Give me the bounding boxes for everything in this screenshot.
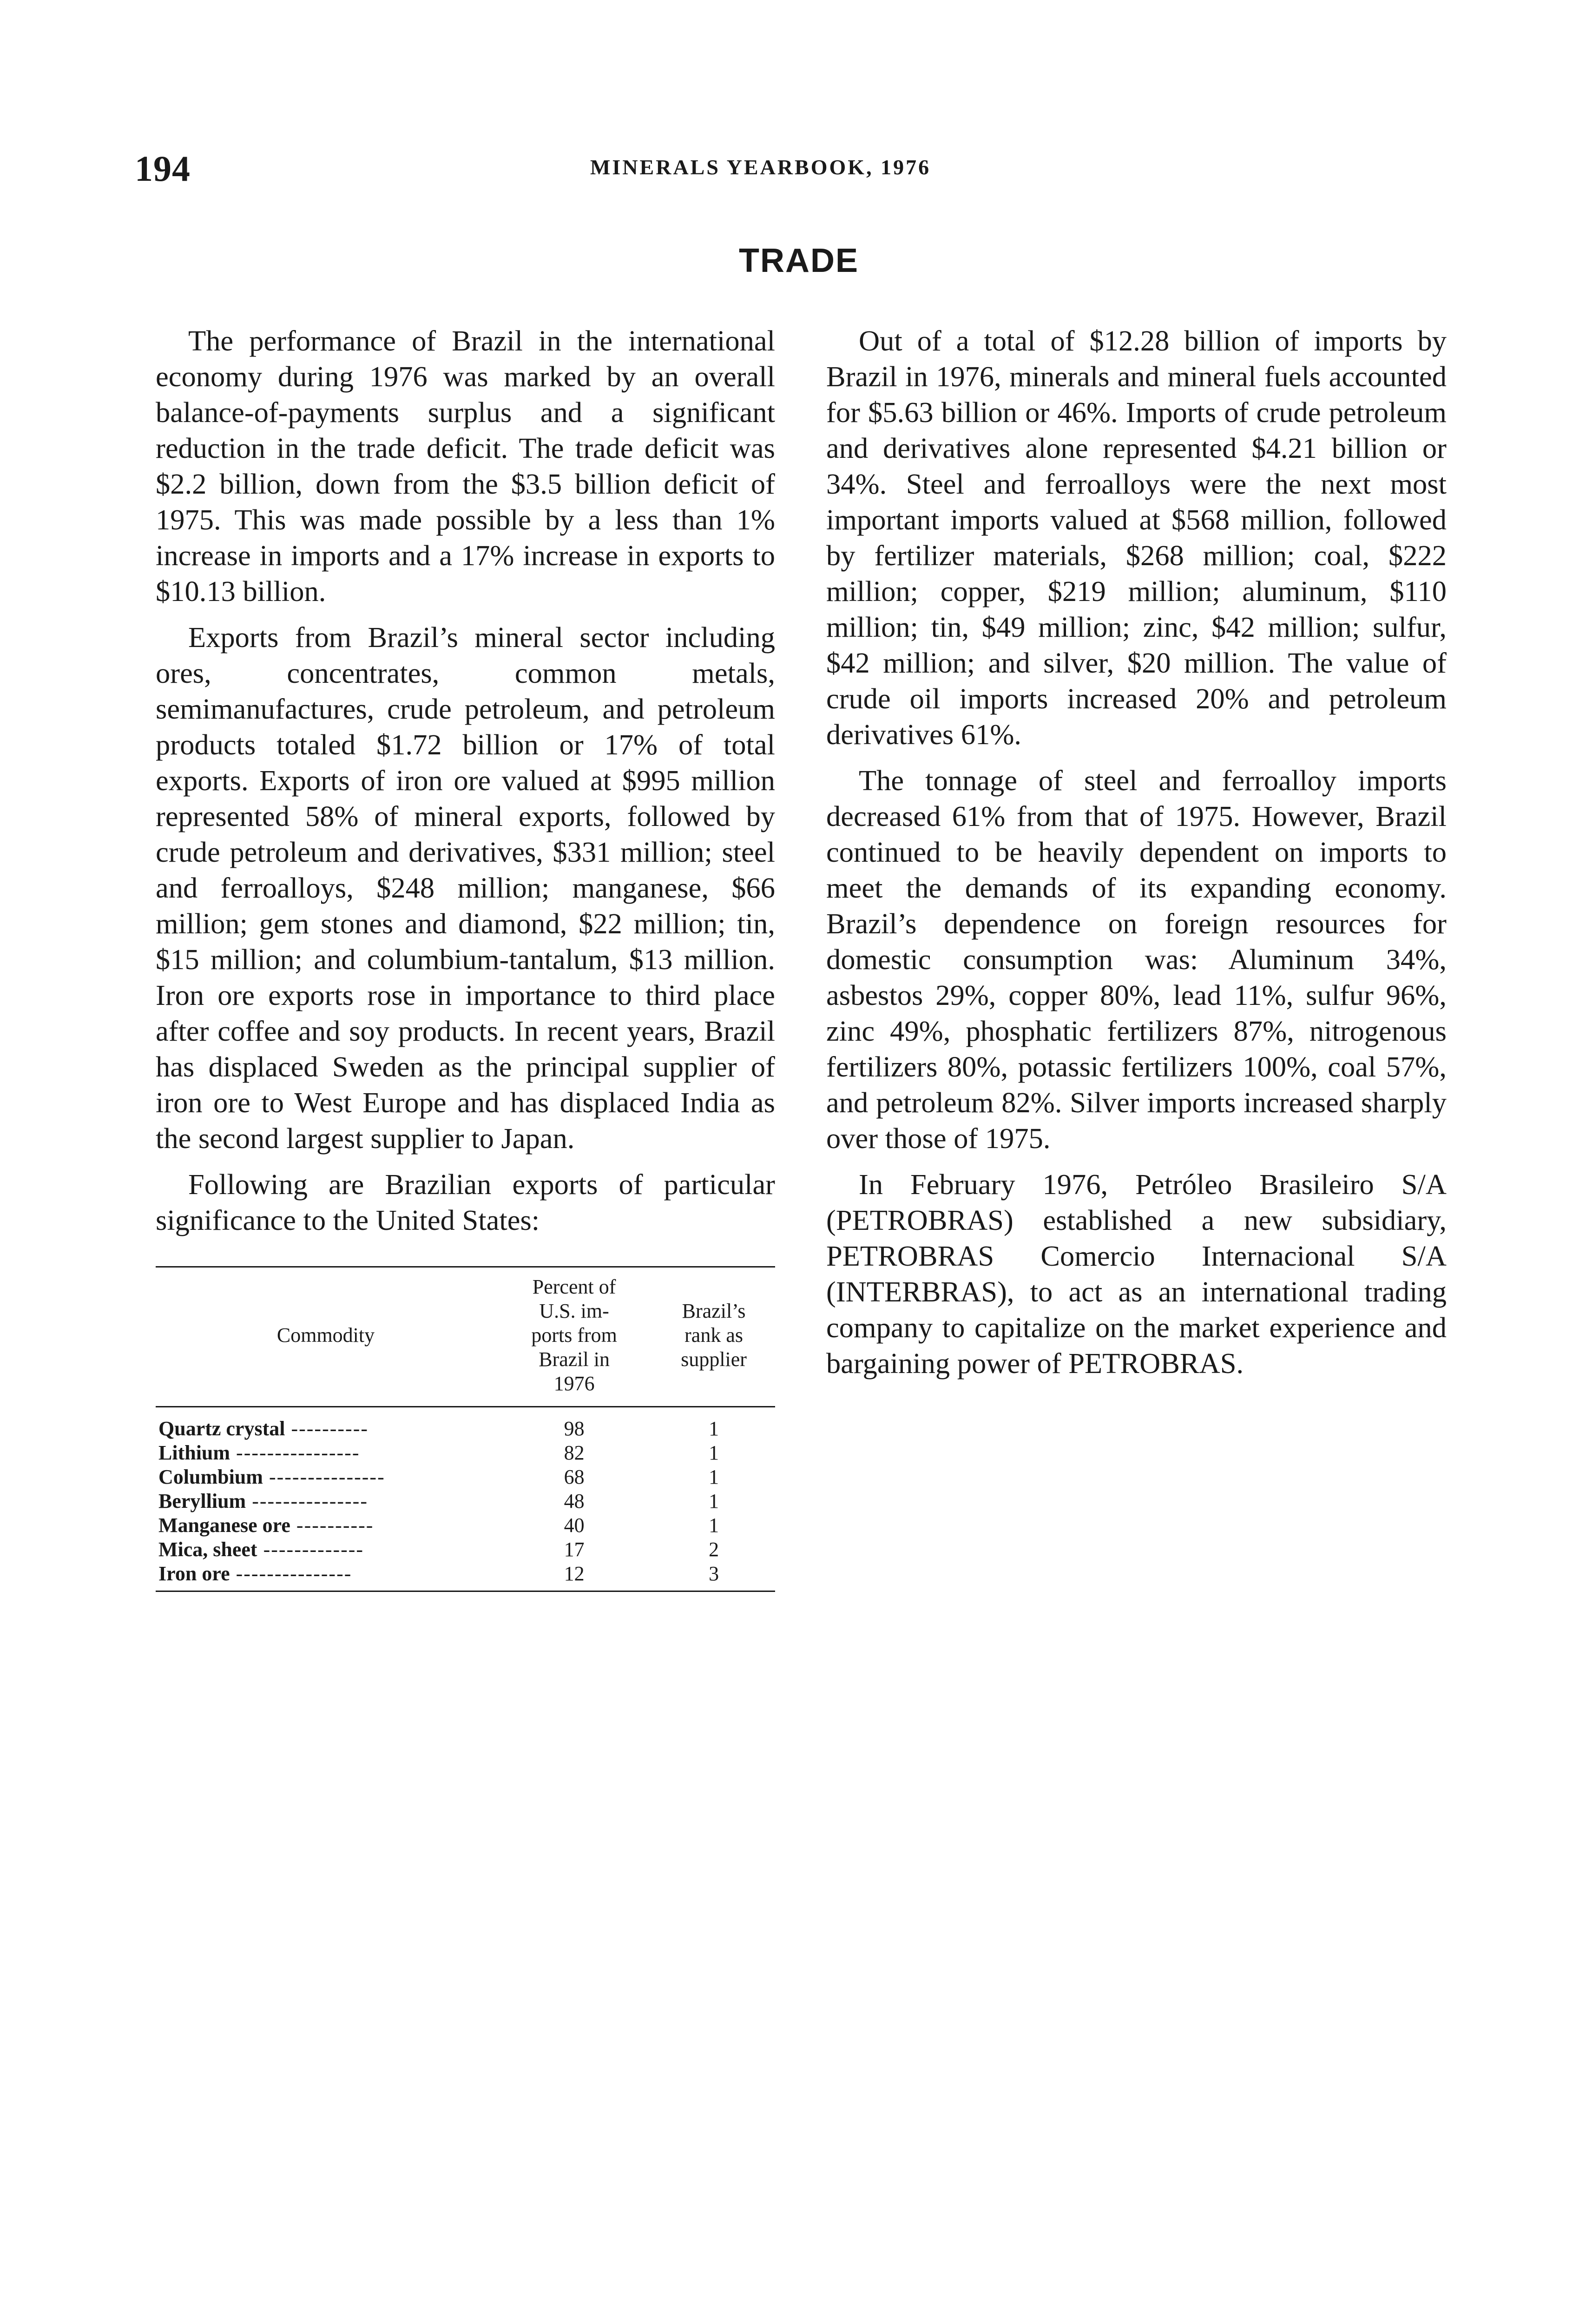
row-commodity: Columbium [158,1466,263,1488]
header-commodity: Commodity [156,1267,496,1407]
row-percent: 40 [564,1514,585,1537]
row-rank: 3 [652,1562,775,1591]
row-percent: 68 [564,1466,585,1488]
row-rank: 1 [709,1514,719,1537]
paragraph-interbras: In February 1976, Petróleo Brasileiro S/A (PETROBRAS) established a new subsidiary, PETROBRAS Comercio Internacional S/A (INTERBRAS), to act as an international trading company to capitalize on the market experience and bargaining power of PETROBRAS. [826,1168,1447,1380]
table-row [156,1562,775,1591]
exports-table [156,1266,775,1592]
table-row [156,1513,775,1538]
section-title: TRADE [739,242,859,279]
row-rank: 1 [709,1490,719,1512]
row-rank: 1 [709,1466,719,1488]
row-percent: 48 [564,1490,585,1512]
row-commodity: Lithium [158,1441,230,1464]
right-column [826,323,1447,1392]
dot-leader: --------------- [246,1490,368,1512]
row-percent: 12 [496,1562,652,1591]
left-column [156,323,775,1592]
row-percent: 17 [564,1538,585,1561]
paragraph-import-dependence: The tonnage of steel and ferroalloy imports decreased 61% from that of 1975. However, Brazil continued to be heavily dependent on imports to meet the demands of its expanding economy. Brazil’s dependence on foreign resources for domestic consumption was: Aluminum 34%, asbestos 29%, copper 80%, lead 11%, sulfur 96%, zinc 49%, phosphatic fertilizers 87%, nitrogenous fertilizers 80%, potassic fertilizers 100%, coal 57%, and petroleum 82%. Silver imports increased sharply over those of 1975. [826,764,1447,1155]
row-percent: 98 [564,1417,585,1440]
paragraph-table-intro: Following are Brazilian exports of particular significance to the United States: [156,1168,775,1236]
paragraph-mineral-exports: Exports from Brazil’s mineral sector including ores, concentrates, common metals, semimanufactures, crude petroleum, and petroleum products totaled $1.72 billion or 17% of total exports. Exports of iron ore valued at $995 million represented 58% of mineral exports, followed by crude petroleum and derivatives, $331 million; steel and ferroalloys, $248 million; manganese, $66 million; gem stones and diamond, $22 million; tin, $15 million; and columbium-tantalum, $13 million. Iron ore exports rose in importance to third place after coffee and soy products. In recent years, Brazil has displaced Sweden as the principal supplier of iron ore to West Europe and has displaced India as the second largest supplier to Japan. [156,621,775,1155]
header-rank: Brazil’s rank as supplier [652,1267,775,1407]
row-commodity: Iron ore [158,1562,230,1585]
dot-leader: ---------- [285,1417,368,1440]
row-commodity: Beryllium [158,1490,246,1512]
table-row [156,1407,775,1441]
dot-leader: --------------- [230,1562,352,1585]
paragraph-trade-performance: The performance of Brazil in the international economy during 1976 was marked by an overall balance-of-payments surplus and a significant reduction in the trade deficit. The trade deficit was $2.2 billion, down from the $3.5 billion deficit of 1975. This was made possible by a less than 1% increase in imports and a 17% increase in exports to $10.13 billion. [156,324,775,607]
row-commodity: Mica, sheet [158,1538,257,1561]
dot-leader: ------------- [257,1538,364,1561]
paragraph-imports: Out of a total of $12.28 billion of imports by Brazil in 1976, minerals and mineral fuels accounted for $5.63 billion or 46%. Imports of crude petroleum and derivatives alone represented $4.21 billion or 34%. Steel and ferroalloys were the next most important imports valued at $568 million, followed by fertilizer materials, $268 million; coal, $222 million; copper, $219 million; aluminum, $110 million; tin, $49 million; zinc, $42 million; sulfur, $42 million; and silver, $20 million. The value of crude oil imports increased 20% and petroleum derivatives 61%. [826,324,1447,751]
header-percent: Percent of U.S. im- ports from Brazil in 1976 [496,1267,652,1407]
exports-table-header [156,1267,775,1407]
exports-table-body [156,1407,775,1591]
dot-leader: --------------- [263,1466,385,1488]
table-row [156,1538,775,1562]
row-rank: 2 [709,1538,719,1561]
table-row [156,1489,775,1513]
row-percent: 82 [564,1441,585,1464]
dot-leader: ---------- [290,1514,374,1537]
table-row [156,1441,775,1465]
table-row [156,1465,775,1489]
running-head: MINERALS YEARBOOK, 1976 [590,155,931,179]
page-number: 194 [135,148,191,189]
dot-leader: ---------------- [230,1441,360,1464]
row-commodity: Manganese ore [158,1514,290,1537]
row-rank: 1 [709,1417,719,1440]
row-commodity: Quartz crystal [158,1417,285,1440]
row-rank: 1 [709,1441,719,1464]
